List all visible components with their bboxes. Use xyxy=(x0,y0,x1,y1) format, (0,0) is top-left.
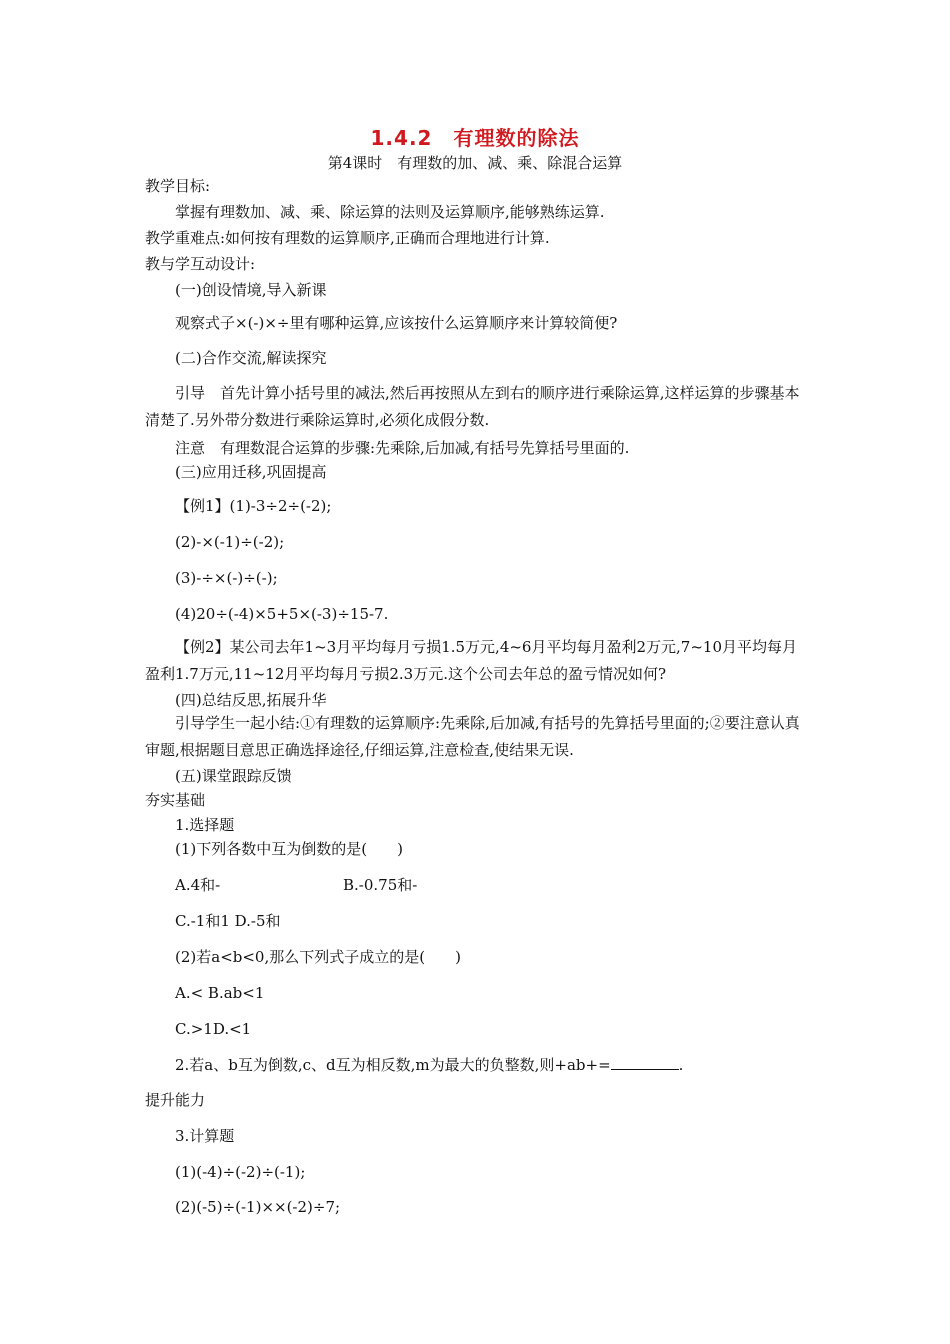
example-2-paragraph: 【例2】某公司去年1~3月平均每月亏损1.5万元,4~6月平均每月盈利2万元,7~10月平均每月盈利1.7万元,11~12月平均每月亏损2.3万元.这个公司去年总的盈亏情况如何? xyxy=(145,638,797,683)
options-cd-1: C.-1和1 D.-5和 xyxy=(175,912,281,930)
interaction-design-heading: 教与学互动设计: xyxy=(145,255,256,273)
page-title: 1.4.2 有理数的除法 xyxy=(370,126,580,150)
note-paragraph: 注意 有理数混合运算的步骤:先乘除,后加减,有括号先算括号里面的. xyxy=(175,439,630,457)
section-2-heading: (二)合作交流,解读探究 xyxy=(175,349,327,367)
question-1-1: (1)下列各数中互为倒数的是( ) xyxy=(175,840,403,858)
section-1-heading: (一)创设情境,导入新课 xyxy=(175,281,327,299)
advanced-heading: 提升能力 xyxy=(145,1091,206,1109)
multiple-choice-heading: 1.选择题 xyxy=(175,816,235,834)
page-subtitle: 第4课时 有理数的加、减、乘、除混合运算 xyxy=(327,154,623,172)
section-5-heading: (五)课堂跟踪反馈 xyxy=(175,767,292,785)
example-1-part-3: (3)-÷×(-)÷(-); xyxy=(175,569,278,587)
section-4-heading: (四)总结反思,拓展升华 xyxy=(175,691,327,709)
calculation-2: (2)(-5)÷(-1)××(-2)÷7; xyxy=(175,1198,341,1216)
guide-paragraph: 引导 首先计算小括号里的减法,然后再按照从左到右的顺序进行乘除运算,这样运算的步骤基本清楚了.另外带分数进行乘除运算时,必须化成假分数. xyxy=(145,384,800,429)
question-1-2: (2)若a<b<0,那么下列式子成立的是( ) xyxy=(175,948,461,966)
example-1-part-4: (4)20÷(-4)×5+5×(-3)÷15-7. xyxy=(175,605,389,623)
option-a-1: A.4和- xyxy=(175,876,221,894)
question-2 xyxy=(175,1055,683,1075)
teaching-goals-heading: 教学目标: xyxy=(145,177,211,195)
calculation-heading: 3.计算题 xyxy=(175,1127,235,1145)
question-2-text: 2.若a、b互为倒数,c、d互为相反数,m为最大的负整数,则+ab+= xyxy=(175,1056,611,1074)
calculation-1: (1)(-4)÷(-2)÷(-1); xyxy=(175,1163,306,1181)
section-3-heading: (三)应用迁移,巩固提高 xyxy=(175,463,327,481)
key-difficulty: 教学重难点:如何按有理数的运算顺序,正确而合理地进行计算. xyxy=(145,229,550,247)
example-1-part-2: (2)-×(-1)÷(-2); xyxy=(175,533,285,551)
option-b-1: B.-0.75和- xyxy=(343,876,418,894)
options-ab-2: A.< B.ab<1 xyxy=(175,984,265,1002)
answer-blank xyxy=(611,1055,679,1070)
summary-paragraph: 引导学生一起小结:①有理数的运算顺序:先乘除,后加减,有括号的先算括号里面的;②要注意认真审题,根据题目意思正确选择途径,仔细运算,注意检查,使结果无误. xyxy=(145,714,800,759)
example-1-part-1: 【例1】(1)-3÷2÷(-2); xyxy=(175,497,332,515)
options-cd-2: C.>1D.<1 xyxy=(175,1020,252,1038)
basics-heading: 夯实基础 xyxy=(145,791,206,809)
teaching-goals-text: 掌握有理数加、减、乘、除运算的法则及运算顺序,能够熟练运算. xyxy=(175,203,605,221)
observe-expression: 观察式子×(-)×÷里有哪种运算,应该按什么运算顺序来计算较简便? xyxy=(175,314,618,332)
question-2-end: . xyxy=(678,1056,684,1074)
